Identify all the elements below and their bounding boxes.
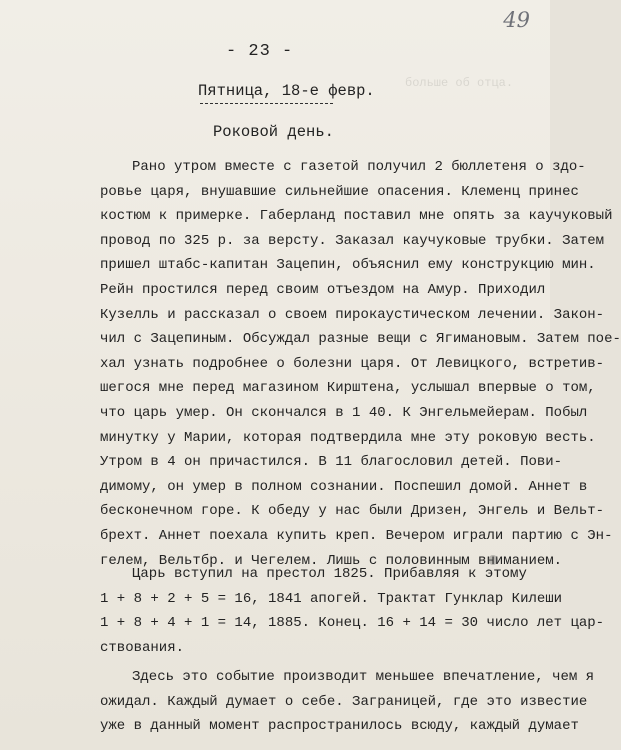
ink-mark (488, 555, 498, 565)
text-line: ствования. (100, 639, 185, 656)
date-heading: Пятница, 18-е февр. (198, 82, 375, 100)
text-line: что царь умер. Он скончался в 1 40. К Энгельмейерам. Побыл (100, 404, 588, 421)
text-line: Царь вступил на престол 1825. Прибавляя к этому (132, 566, 527, 582)
heading-rule (200, 103, 333, 104)
text-line: пришел штабс-капитан Зацепин, объяснил ему конструкцию мин. (100, 257, 596, 274)
text-line: Рейн простился перед своим отъездом на Амур. Приходил (100, 281, 546, 298)
text-line: Утром в 4 он причастился. В 11 благословил детей. Пови- (100, 454, 563, 471)
text-line: бесконечном горе. К обеду у нас были Дризен, Энгель и Вельт- (100, 503, 605, 520)
text-line: провод по 325 р. за версту. Заказал каучуковые трубки. Затем (100, 232, 605, 249)
text-line: Здесь это событие производит меньшее впечатление, чем я (132, 669, 595, 685)
paragraph-1 (100, 155, 621, 573)
paragraph-2 (100, 562, 605, 660)
page-number: - 23 - (226, 42, 294, 61)
folio-number: 49 (503, 8, 530, 32)
text-line: 1 + 8 + 2 + 5 = 16, 1841 апогей. Трактат Гунклар Килеши (100, 590, 563, 607)
text-line: Рано утром вместе с газетой получил 2 бюллетеня о здо- (132, 159, 586, 175)
bleed-through-text: больше об отца. (405, 76, 514, 90)
text-line: 1 + 8 + 4 + 1 = 14, 1885. Конец. 16 + 14 = 30 число лет цар- (100, 615, 605, 632)
text-line: хал узнать подробнее о болезни царя. От Левицкого, встретив- (100, 355, 605, 372)
text-line: минутку у Марии, которая подтвердила мне эту роковую весть. (100, 429, 596, 446)
text-line: чил с Зацепиным. Обсуждал разные вещи с Ягимановым. Затем пое- (100, 331, 621, 348)
text-line: уже в данный момент распространилось всюду, каждый думает (100, 718, 579, 735)
subtitle: Роковой день. (213, 123, 334, 141)
text-line: костюм к примерке. Габерланд поставил мне опять за каучуковый (100, 208, 613, 225)
text-line: гелем, Вельтбр. и Чегелем. Лишь с половинным вниманием. (100, 552, 563, 569)
text-line: димому, он умер в полном сознании. Поспешил домой. Аннет в (100, 478, 588, 495)
text-line: ровье царя, внушавшие сильнейшие опасения. Клеменц принес (100, 183, 579, 200)
paragraph-3 (100, 665, 595, 739)
text-line: Кузелль и рассказал о своем пирокаустическом лечении. Закон- (100, 306, 605, 323)
text-line: брехт. Аннет поехала купить креп. Вечером играли партию с Эн- (100, 527, 613, 544)
text-line: шегося мне перед магазином Кирштена, услышал впервые о том, (100, 380, 596, 397)
text-line: ожидал. Каждый думает о себе. Заграницей, где это известие (100, 693, 588, 710)
